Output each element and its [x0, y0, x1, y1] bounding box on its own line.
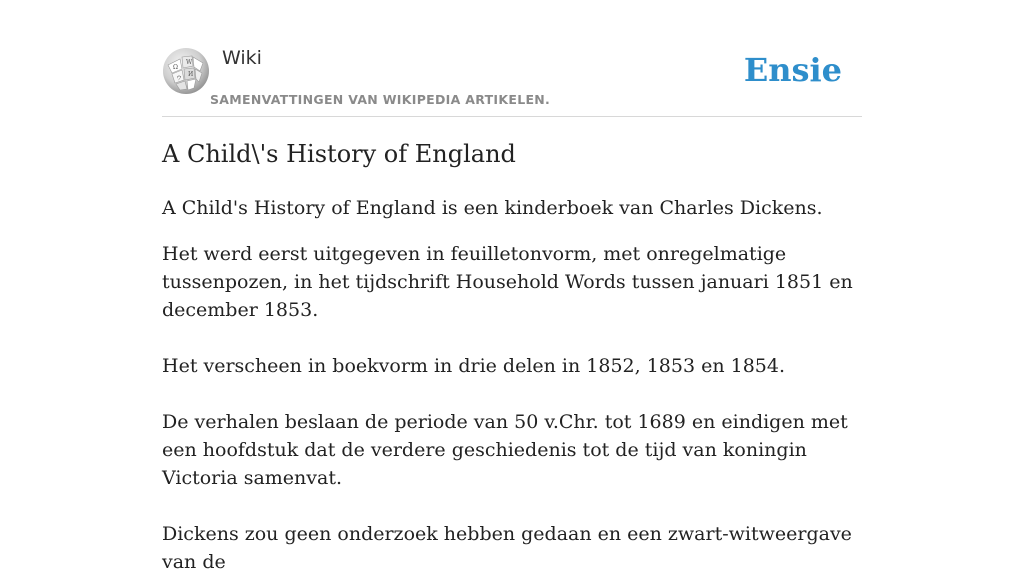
- svg-text:И: И: [188, 71, 194, 78]
- article-body: Het werd eerst uitgegeven in feuilletonvorm, met onregelmatige tussenpozen, in het tijdschrift Household Words tussen januari 1851 en december 1853. Het verscheen in boekvorm in drie delen in 1852, 1853 en 1854. De verhalen beslaan de periode van 50 v.Chr. tot 1689 en eindigen met een hoofdstuk dat de verdere geschiedenis tot de tijd van koningin Victoria samenvat. Dickens zou geen onderzoek hebben gedaan en een zwart-witweergave van de: [162, 243, 853, 573]
- wikipedia-globe-icon[interactable]: [162, 47, 210, 95]
- site-header: [162, 38, 862, 117]
- svg-text:Ω: Ω: [173, 64, 178, 71]
- svg-text:ウ: ウ: [176, 75, 183, 82]
- site-tagline: SAMENVATTINGEN VAN WIKIPEDIA ARTIKELEN.: [210, 92, 551, 107]
- site-name[interactable]: Wiki: [222, 47, 262, 69]
- page-title: A Child\'s History of England: [162, 140, 516, 168]
- svg-text:W: W: [186, 59, 193, 66]
- brand-logo-link[interactable]: Ensie: [743, 51, 842, 89]
- article-content: [162, 136, 862, 576]
- article-intro: A Child's History of England is een kinderboek van Charles Dickens.: [162, 197, 823, 219]
